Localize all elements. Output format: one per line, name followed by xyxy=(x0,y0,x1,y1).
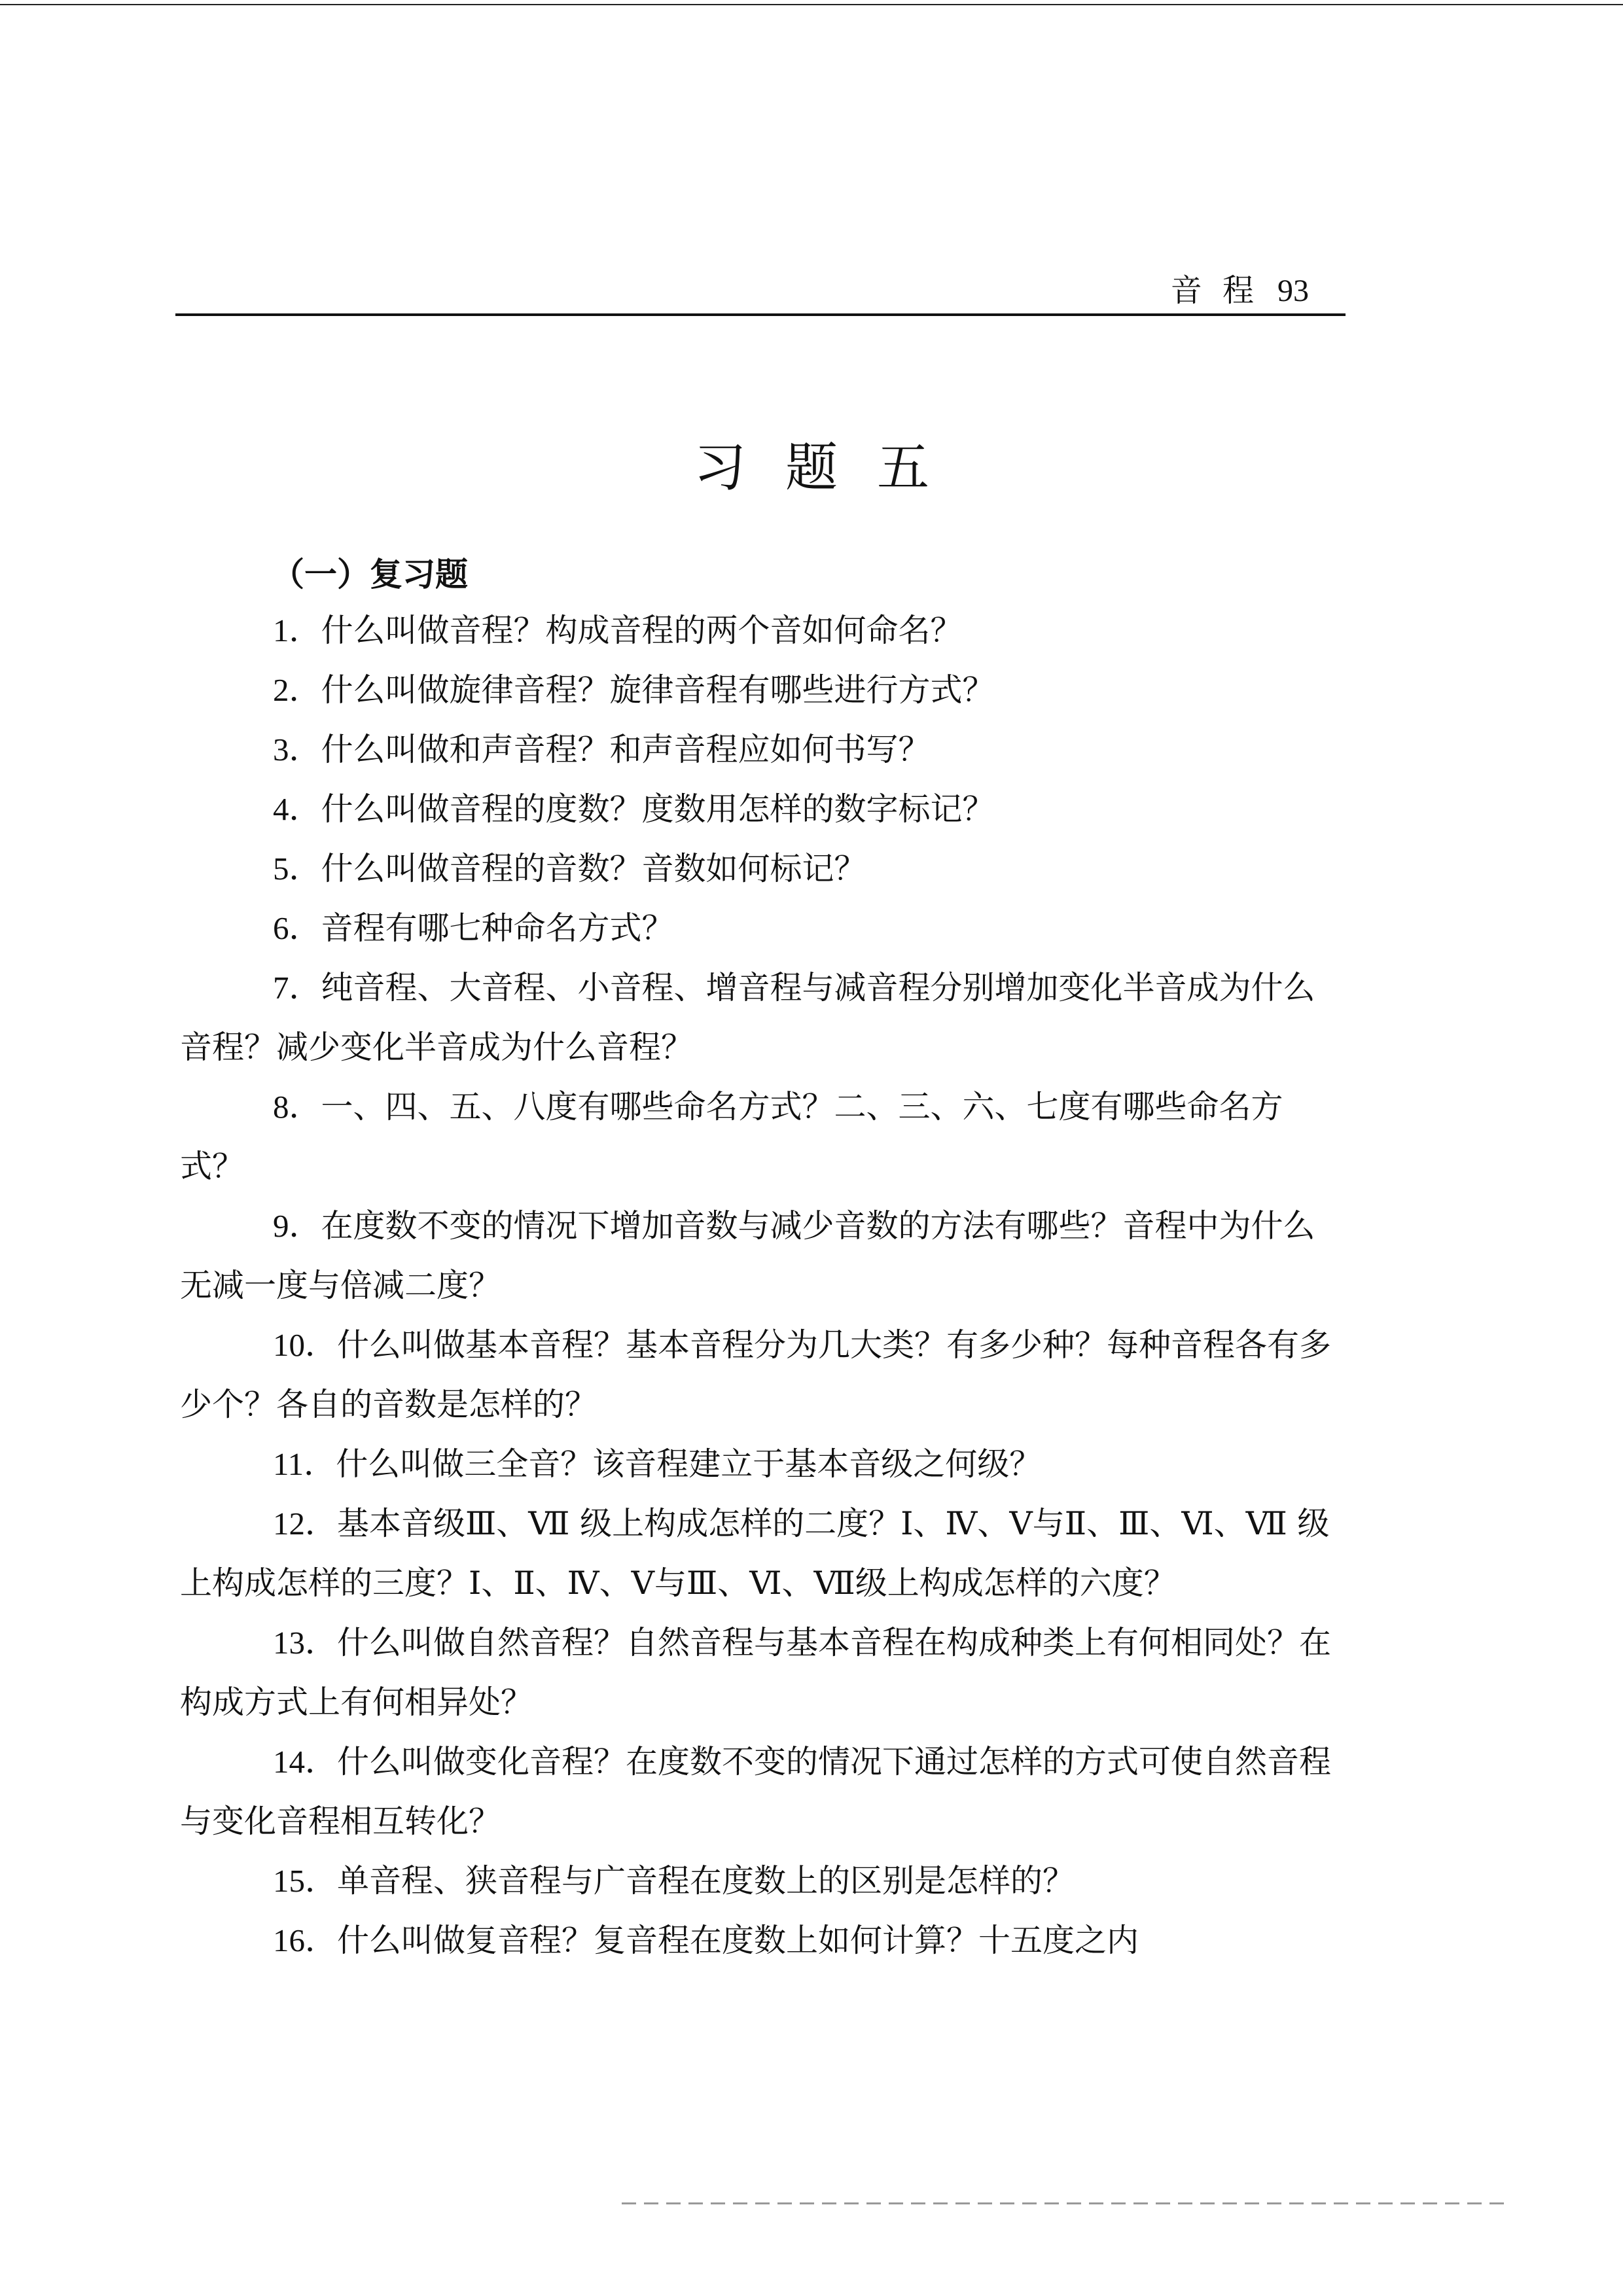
question-number: 4． xyxy=(273,791,321,827)
question-text: 基本音级Ⅲ、Ⅶ 级上构成怎样的二度？Ⅰ、Ⅳ、Ⅴ与Ⅱ、Ⅲ、Ⅵ、Ⅶ 级上构成怎样的三度？Ⅰ、Ⅱ、Ⅳ、Ⅴ与Ⅲ、Ⅵ、Ⅶ级上构成怎样的六度？ xyxy=(180,1505,1330,1602)
question-item xyxy=(180,1851,1338,1911)
question-number: 7． xyxy=(273,970,321,1006)
question-text: 什么叫做音程的度数？度数用怎样的数字标记？ xyxy=(321,790,995,828)
question-text: 什么叫做旋律音程？旋律音程有哪些进行方式？ xyxy=(321,671,995,709)
question-item xyxy=(180,1911,1338,1970)
question-text: 什么叫做和声音程？和声音程应如何书写？ xyxy=(321,731,931,768)
question-item xyxy=(180,601,1338,660)
question-number: 9． xyxy=(273,1208,321,1244)
question-text: 纯音程、大音程、小音程、增音程与减音程分别增加变化半音成为什么音程？减少变化半音成为什么音程？ xyxy=(180,969,1315,1066)
question-number: 6． xyxy=(273,910,321,946)
question-text: 单音程、狭音程与广音程在度数上的区别是怎样的？ xyxy=(337,1862,1075,1899)
question-text: 音程有哪七种命名方式？ xyxy=(321,910,674,947)
running-title: 音 程 xyxy=(1170,272,1259,309)
section-heading: （一）复习题 xyxy=(272,555,468,593)
question-text: 什么叫做音程？构成音程的两个音如何命名？ xyxy=(321,612,963,649)
question-number: 8． xyxy=(273,1089,321,1125)
question-number: 1． xyxy=(273,612,321,648)
question-text: 什么叫做基本音程？基本音程分为几大类？有多少种？每种音程各有多少个？各自的音数是怎样的？ xyxy=(180,1326,1332,1423)
question-number: 5． xyxy=(273,851,321,887)
question-number: 10． xyxy=(273,1327,338,1363)
question-text: 什么叫做自然音程？自然音程与基本音程在构成种类上有何相同处？在构成方式上有何相异处？ xyxy=(180,1624,1332,1721)
question-item xyxy=(180,839,1338,898)
question-text: 在度数不变的情况下增加音数与减少音数的方法有哪些？音程中为什么无减一度与倍减二度？ xyxy=(180,1207,1315,1304)
question-number: 12． xyxy=(273,1506,338,1542)
question-text: 什么叫做变化音程？在度数不变的情况下通过怎样的方式可使自然音程与变化音程相互转化？ xyxy=(180,1743,1332,1840)
question-item xyxy=(180,958,1338,1077)
question-item xyxy=(180,1315,1338,1434)
question-number: 14． xyxy=(273,1744,338,1780)
question-number: 11． xyxy=(273,1446,336,1482)
question-item xyxy=(180,779,1338,839)
scan-artifact-line xyxy=(622,2202,1512,2204)
page-title: 习题五 xyxy=(694,437,969,498)
question-item xyxy=(180,1494,1338,1613)
question-item xyxy=(180,720,1338,779)
question-text: 什么叫做音程的音数？音数如何标记？ xyxy=(321,850,866,887)
question-item xyxy=(180,898,1338,958)
scan-top-edge xyxy=(0,4,1623,5)
question-number: 15． xyxy=(273,1863,338,1899)
question-item xyxy=(180,660,1338,720)
question-text: 什么叫做三全音？该音程建立于基本音级之何级？ xyxy=(336,1445,1042,1483)
question-list xyxy=(180,601,1338,1970)
running-header xyxy=(1171,265,1309,310)
question-number: 16． xyxy=(273,1922,338,1958)
question-number: 2． xyxy=(273,672,321,708)
question-item xyxy=(180,1434,1338,1494)
question-item xyxy=(180,1196,1338,1315)
question-item xyxy=(180,1732,1338,1851)
question-number: 3． xyxy=(273,732,321,768)
header-rule xyxy=(175,313,1346,316)
question-number: 13． xyxy=(273,1625,338,1661)
question-text: 什么叫做复音程？复音程在度数上如何计算？十五度之内 xyxy=(337,1922,1139,1959)
page-number: 93 xyxy=(1277,274,1309,308)
question-item xyxy=(180,1613,1338,1732)
question-text: 一、四、五、八度有哪些命名方式？二、三、六、七度有哪些命名方式？ xyxy=(180,1088,1283,1185)
question-item xyxy=(180,1077,1338,1196)
